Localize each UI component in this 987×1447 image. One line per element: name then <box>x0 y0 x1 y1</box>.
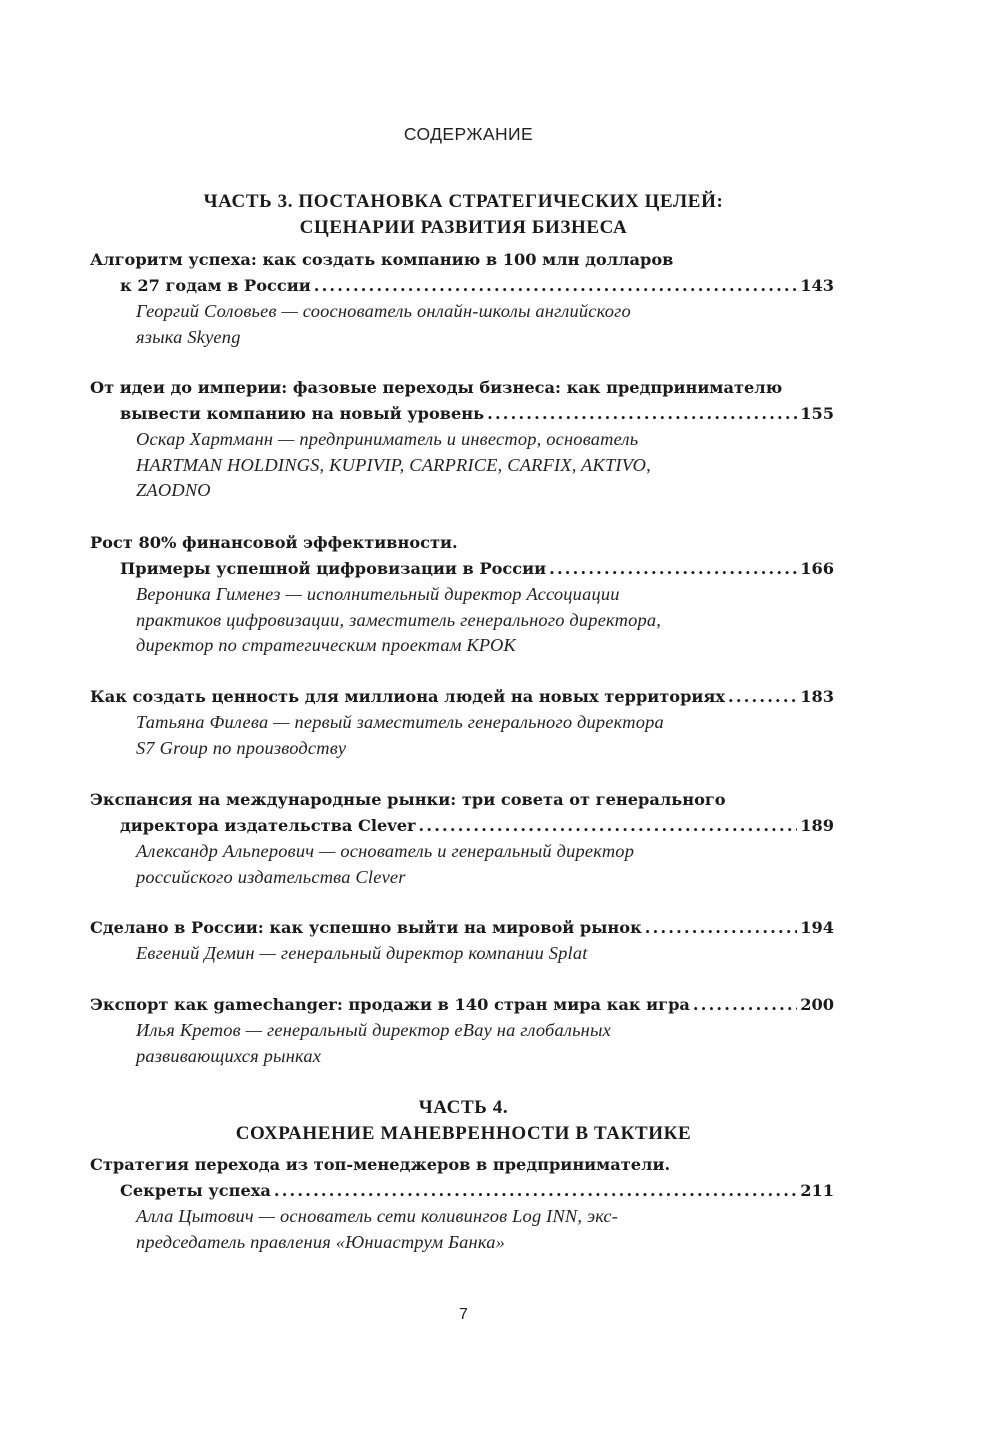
page-number: 183 <box>800 687 834 706</box>
toc-entry <box>90 247 834 350</box>
part-heading-line: СЦЕНАРИИ РАЗВИТИЯ БИЗНЕСА <box>299 217 628 238</box>
entry-author <box>90 710 834 761</box>
entry-title-line: Рост 80% финансовой эффективности. <box>90 533 458 552</box>
dot-leader <box>274 1178 797 1204</box>
entry-author <box>90 839 834 890</box>
entry-title-text: Экспорт как gamechanger: продажи в 140 стран мира как игра <box>90 995 690 1014</box>
author-line: S7 Group по производству <box>136 737 347 758</box>
toc-entry <box>90 1152 834 1255</box>
part-heading-line: ЧАСТЬ 3. ПОСТАНОВКА СТРАТЕГИЧЕСКИХ ЦЕЛЕЙ: <box>203 191 724 212</box>
entry-author <box>90 427 834 504</box>
dot-leader <box>645 915 797 941</box>
page-number-footer: 7 <box>459 1306 468 1323</box>
dot-leader <box>728 684 797 710</box>
entry-title-text: вывести компанию на новый уровень <box>120 404 485 423</box>
dot-leader <box>419 813 798 839</box>
author-line: HARTMAN HOLDINGS, KUPIVIP, CARPRICE, CARFIX, AKTIVO, <box>136 454 651 475</box>
entry-author <box>90 582 834 659</box>
author-line: практиков цифровизации, заместитель генерального директора, <box>136 609 662 630</box>
author-line: председатель правления «Юниаструм Банка» <box>136 1231 505 1252</box>
author-line: Илья Кретов — генеральный директор eBay на глобальных <box>136 1020 611 1040</box>
author-line: директор по стратегическим проектам КРОК <box>136 635 516 655</box>
dot-leader <box>693 992 797 1018</box>
entry-title-text: Секреты успеха <box>120 1181 271 1200</box>
author-line: развивающихся рынках <box>136 1045 322 1066</box>
page-number: 189 <box>800 816 834 835</box>
author-line: Татьяна Филева — первый заместитель генерального директора <box>136 712 664 732</box>
author-line: Алла Цытович — основатель сети коливингов Log INN, экс- <box>136 1206 619 1226</box>
entry-title-text: Примеры успешной цифровизации в России <box>120 559 547 578</box>
page-number: 155 <box>800 404 834 423</box>
entry-title-dotline <box>90 556 834 582</box>
entry-title-dotline <box>90 1178 834 1204</box>
entry-title-line: От идеи до империи: фазовые переходы бизнеса: как предпринимателю <box>90 378 783 397</box>
page-number: 143 <box>800 276 834 295</box>
entry-title-line: Алгоритм успеха: как создать компанию в 100 млн долларов <box>90 250 674 269</box>
toc-entry <box>90 787 834 890</box>
running-head: СОДЕРЖАНИЕ <box>403 124 534 144</box>
entry-title-text: директора издательства Clever <box>120 816 416 835</box>
entry-title-dotline <box>90 915 834 941</box>
page-number: 166 <box>800 559 834 578</box>
entry-author <box>90 941 834 967</box>
page-number: 194 <box>800 918 834 937</box>
entry-title-line: Экспансия на международные рынки: три совета от генерального <box>90 790 726 809</box>
author-line: языка Skyeng <box>136 326 241 347</box>
toc-entry <box>90 915 834 967</box>
author-line: Оскар Хартманн — предприниматель и инвестор, основатель <box>136 429 639 449</box>
author-line: Евгений Демин — генеральный директор компании Splat <box>136 943 588 963</box>
part-heading-line: СОХРАНЕНИЕ МАНЕВРЕННОСТИ В ТАКТИКЕ <box>235 1123 692 1144</box>
toc-entry <box>90 992 834 1069</box>
author-line: Вероника Гименез — исполнительный директор Ассоциации <box>136 584 620 604</box>
author-line: ZAODNO <box>136 480 211 500</box>
entry-author <box>90 299 834 350</box>
author-line: Александр Альперович — основатель и генеральный директор <box>136 841 635 861</box>
part-heading-line: ЧАСТЬ 4. <box>418 1097 509 1118</box>
entry-title-dotline <box>90 813 834 839</box>
page-number: 200 <box>800 995 834 1014</box>
entry-title-text: к 27 годам в России <box>120 276 311 295</box>
dot-leader <box>314 273 797 299</box>
toc-entry <box>90 530 834 659</box>
author-line: Георгий Соловьев — сооснователь онлайн-школы английского <box>136 301 631 321</box>
toc-entry <box>90 684 834 761</box>
part-4-heading <box>90 1095 837 1147</box>
entry-title-text: Сделано в России: как успешно выйти на мировой рынок <box>90 918 642 937</box>
toc-entry <box>90 375 834 504</box>
entry-title-dotline <box>90 684 834 710</box>
entry-author <box>90 1018 834 1069</box>
dot-leader <box>549 556 797 582</box>
author-line: российского издательства Clever <box>136 866 406 887</box>
entry-author <box>90 1204 834 1255</box>
entry-title-line: Стратегия перехода из топ-менеджеров в предприниматели. <box>90 1155 671 1174</box>
part-3-heading <box>90 189 837 241</box>
entry-title-dotline <box>90 992 834 1018</box>
dot-leader <box>487 401 797 427</box>
entry-title-dotline <box>90 401 834 427</box>
page-number: 211 <box>800 1181 834 1200</box>
entry-title-dotline <box>90 273 834 299</box>
entry-title-text: Как создать ценность для миллиона людей на новых территориях <box>90 687 726 706</box>
